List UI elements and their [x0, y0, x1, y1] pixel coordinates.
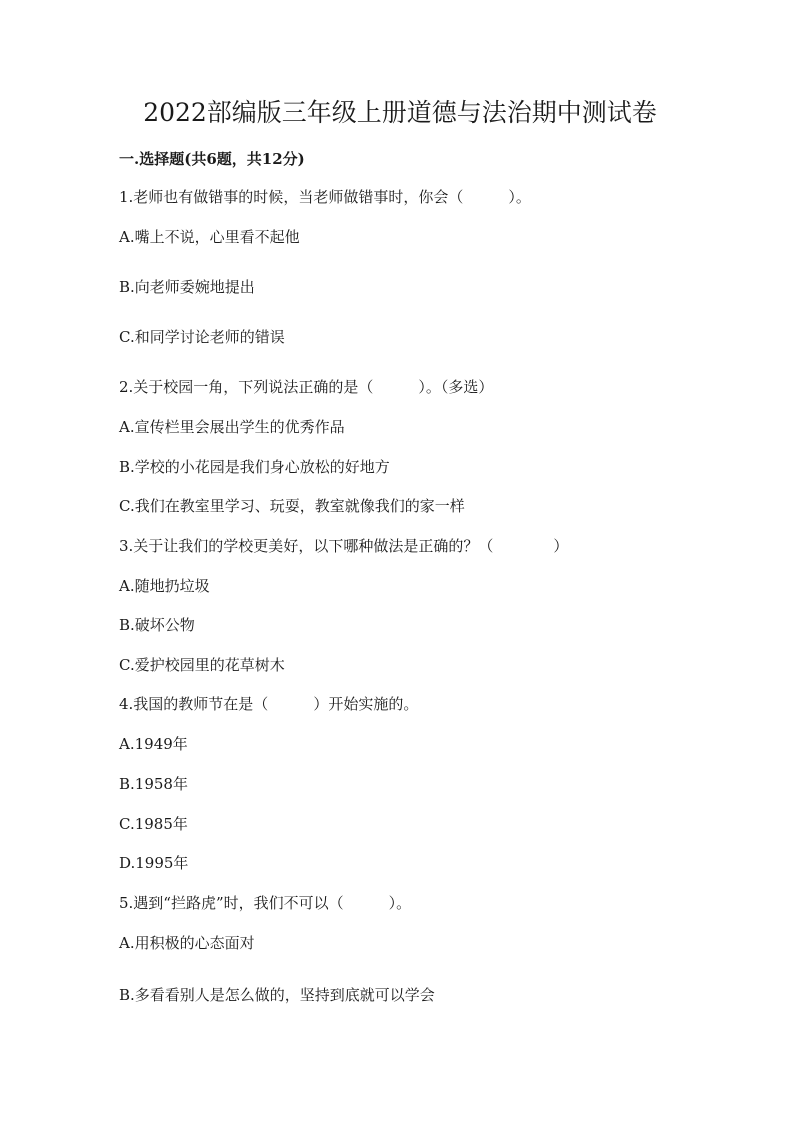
question-5-option-b: B.多看看别人是怎么做的，坚持到底就可以学会 [119, 986, 435, 1004]
section-heading: 一.选择题(共6题，共12分) [119, 150, 305, 168]
question-2-option-b: B.学校的小花园是我们身心放松的好地方 [119, 458, 390, 476]
page-title: 2022部编版三年级上册道德与法治期中测试卷 [143, 98, 657, 127]
question-4-option-a: A.1949年 [119, 735, 188, 753]
question-4-option-d: D.1995年 [119, 854, 189, 872]
question-4-option-c: C.1985年 [119, 815, 188, 833]
question-2-option-c: C.我们在教室里学习、玩耍，教室就像我们的家一样 [119, 497, 465, 515]
question-2-option-a: A.宣传栏里会展出学生的优秀作品 [119, 418, 345, 436]
question-3-option-c: C.爱护校园里的花草树木 [119, 656, 285, 674]
question-4-option-b: B.1958年 [119, 775, 188, 793]
question-5-option-a: A.用积极的心态面对 [119, 934, 255, 952]
question-3-option-b: B.破坏公物 [119, 616, 195, 634]
question-1-stem: 1.老师也有做错事的时候，当老师做错事时，你会（ ）。 [119, 188, 531, 206]
question-5-stem: 5.遇到“拦路虎”时，我们不可以（ ）。 [119, 894, 412, 912]
question-2-stem: 2.关于校园一角，下列说法正确的是（ ）。（多选） [119, 378, 494, 396]
question-1-option-a: A.嘴上不说，心里看不起他 [119, 228, 300, 246]
question-4-stem: 4.我国的教师节在是（ ）开始实施的。 [119, 695, 419, 713]
question-1-option-b: B.向老师委婉地提出 [119, 278, 255, 296]
question-1-option-c: C.和同学讨论老师的错误 [119, 328, 285, 346]
question-3-option-a: A.随地扔垃圾 [119, 577, 210, 595]
question-3-stem: 3.关于让我们的学校更美好，以下哪种做法是正确的？（ ） [119, 537, 569, 555]
